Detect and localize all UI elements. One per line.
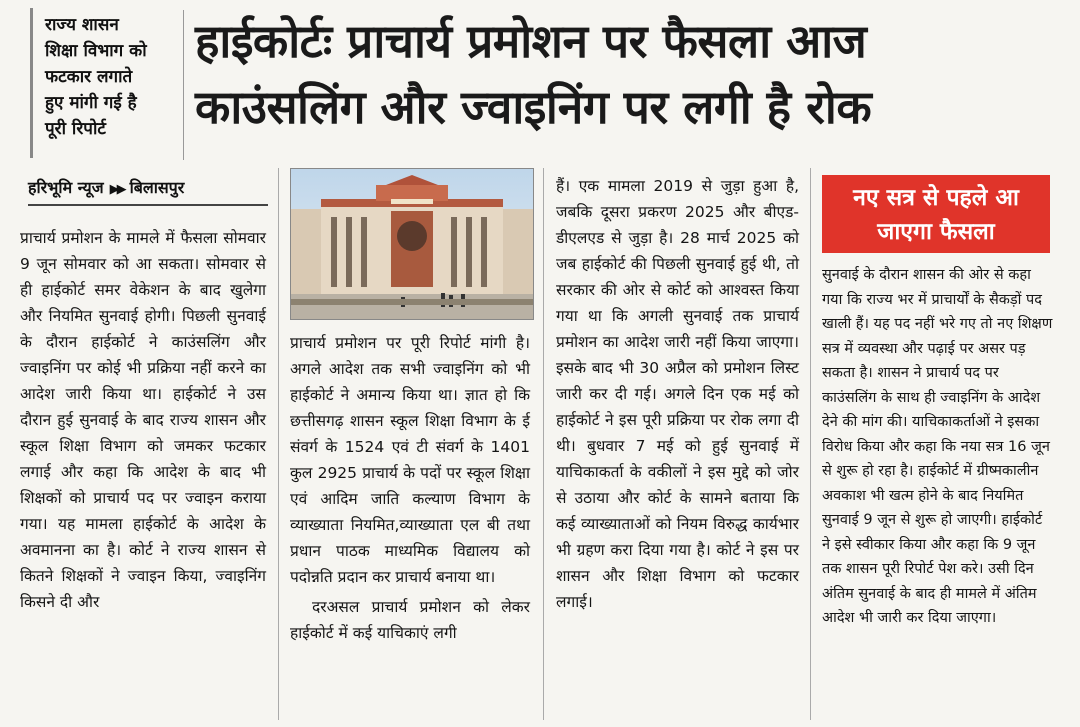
sidebar-paragraph: सुनवाई के दौरान शासन की ओर से कहा गया कि राज्य भर में प्राचार्यों के सैकड़ों पद खाली हैं। यह पद नहीं भरे गए तो नए शिक्षण सत्र में व्यवस्था और पढ़ाई पर असर पड़ सकता है। शासन ने प्राचार्य पद पर काउंसलिंग के साथ ही ज्वाइनिंग के आदेश देने की मांग की। याचिकाकर्ताओं ने इसका विरोध किया और कहा कि नया सत्र 16 जून से शुरू हो रहा है। हाईकोर्ट में ग्रीष्मकालीन अवकाश भी खत्म होने के बाद नियमित सुनवाई 9 जून से शुरू हो जाएगी। हाईकोर्ट ने इसे स्वीकार किया और कहा कि 9 जून तक शासन पूरी रिपोर्ट पेश करे। उसी दिन अंतिम सुनवाई के बाद ही मामले में अंतिम आदेश भी जारी कर दिया जाएगा।	[822, 267, 1053, 626]
headline	[195, 12, 1075, 136]
byline-arrow-icon: ▶▶	[109, 182, 124, 197]
article-paragraph: दरअसल प्राचार्य प्रमोशन को लेकर हाईकोर्ट में कई याचिकाएं लगी	[290, 598, 530, 642]
byline-source: हरिभूमि न्यूज	[28, 178, 104, 197]
deck-box	[30, 8, 180, 158]
column-divider	[543, 168, 544, 720]
deck-line: हुए मांगी गई है	[45, 93, 137, 113]
deck-line: शिक्षा विभाग को	[45, 41, 147, 61]
court-building-image	[291, 169, 533, 319]
article-paragraph: हैं। एक मामला 2019 से जुड़ा हुआ है, जबकि दूसरा प्रकरण 2025 और बीएड-डीएलएड से जुड़ा है। 28 मार्च 2025 को जब हाईकोर्ट की पिछली सुनवाई हुई थी, तो सरकार की ओर से कोर्ट को आश्वस्त किया गया था कि अगली सुनवाई तक प्राचार्य प्रमोशन का आदेश जारी नहीं किया जाएगा। इसके बाद भी 30 अप्रैल को प्रमोशन लिस्ट जारी कर दी गई। अगले दिन एक मई को हाईकोर्ट ने इस पूरी प्रक्रिया पर रोक लगा दी थी। बुधवार 7 मई को हुई सुनवाई में याचिकाकर्ता के वकीलों ने इस मुद्दे को जोर से उठाया और कोर्ट के सामने बताया कि कई व्याख्याताओं को नियम विरुद्ध कार्यभार भी ग्रहण करा दिया गया है। कोर्ट ने इस पर शासन और शिक्षा विभाग को फटकार लगाई।	[556, 177, 799, 611]
article-paragraph: प्राचार्य प्रमोशन पर पूरी रिपोर्ट मांगी है। अगले आदेश तक सभी ज्वाइनिंग को भी हाईकोर्ट ने अमान्य किया था। ज्ञात हो कि छत्तीसगढ़ शासन स्कूल शिक्षा विभाग के ई संवर्ग के 1524 एवं टी संवर्ग के 1401 कुल 2925 प्राचार्य के पदों पर स्कूल शिक्षा एवं आदिम जाति कल्याण विभाग के व्याख्याता नियमित,व्याख्याता एल बी तथा प्रधान पाठक माध्यमिक विद्यालय को पदोन्नति प्रदान कर प्राचार्य बनाया था।	[290, 334, 530, 586]
deck-divider	[183, 10, 184, 160]
sidebar-title: नए सत्र से पहले आ जाएगा फैसला	[853, 185, 1019, 245]
deck-line: राज्य शासन	[45, 15, 119, 35]
headline-line-2: काउंसलिंग और ज्वाइनिंग पर लगी है रोक	[195, 80, 872, 134]
headline-line-1: हाईकोर्टः प्राचार्य प्रमोशन पर फैसला आज	[195, 14, 867, 68]
column-divider	[278, 168, 279, 720]
byline-place: बिलासपुर	[129, 178, 185, 197]
column-divider	[810, 168, 811, 720]
article-column-2	[290, 330, 530, 646]
article-paragraph: प्राचार्य प्रमोशन के मामले में फैसला सोमवार 9 जून सोमवार को आ सकता। सोमवार से ही हाईकोर्ट समर वेकेशन के बाद खुलेगा और नियमित सुनवाई होगी। पिछली सुनवाई के दौरान हाईकोर्ट ने काउंसलिंग और ज्वाइनिंग पर कोई भी प्रक्रिया नहीं करने का आदेश जारी किया था। हाईकोर्ट ने उस दौरान हुई सुनवाई के बाद राज्य शासन और स्कूल शिक्षा विभाग को जमकर फटकार लगाई और कहा कि आदेश के बाद भी शिक्षकों को प्राचार्य पद पर ज्वाइन कराया गया। यह मामला हाईकोर्ट के आदेश के अवमानना का है। कोर्ट ने राज्य शासन से कितने शिक्षकों ने ज्वाइन किया, ज्वाइनिंग किसने दी और	[20, 229, 266, 611]
sidebar-title-box	[822, 175, 1050, 253]
sidebar-column	[822, 263, 1054, 631]
byline	[28, 178, 268, 206]
high-court-photo	[290, 168, 534, 320]
article-column-1	[20, 225, 266, 615]
article-column-3	[556, 173, 799, 615]
deck-line: पूरी रिपोर्ट	[45, 119, 106, 139]
deck-line: फटकार लगाते	[45, 67, 133, 87]
